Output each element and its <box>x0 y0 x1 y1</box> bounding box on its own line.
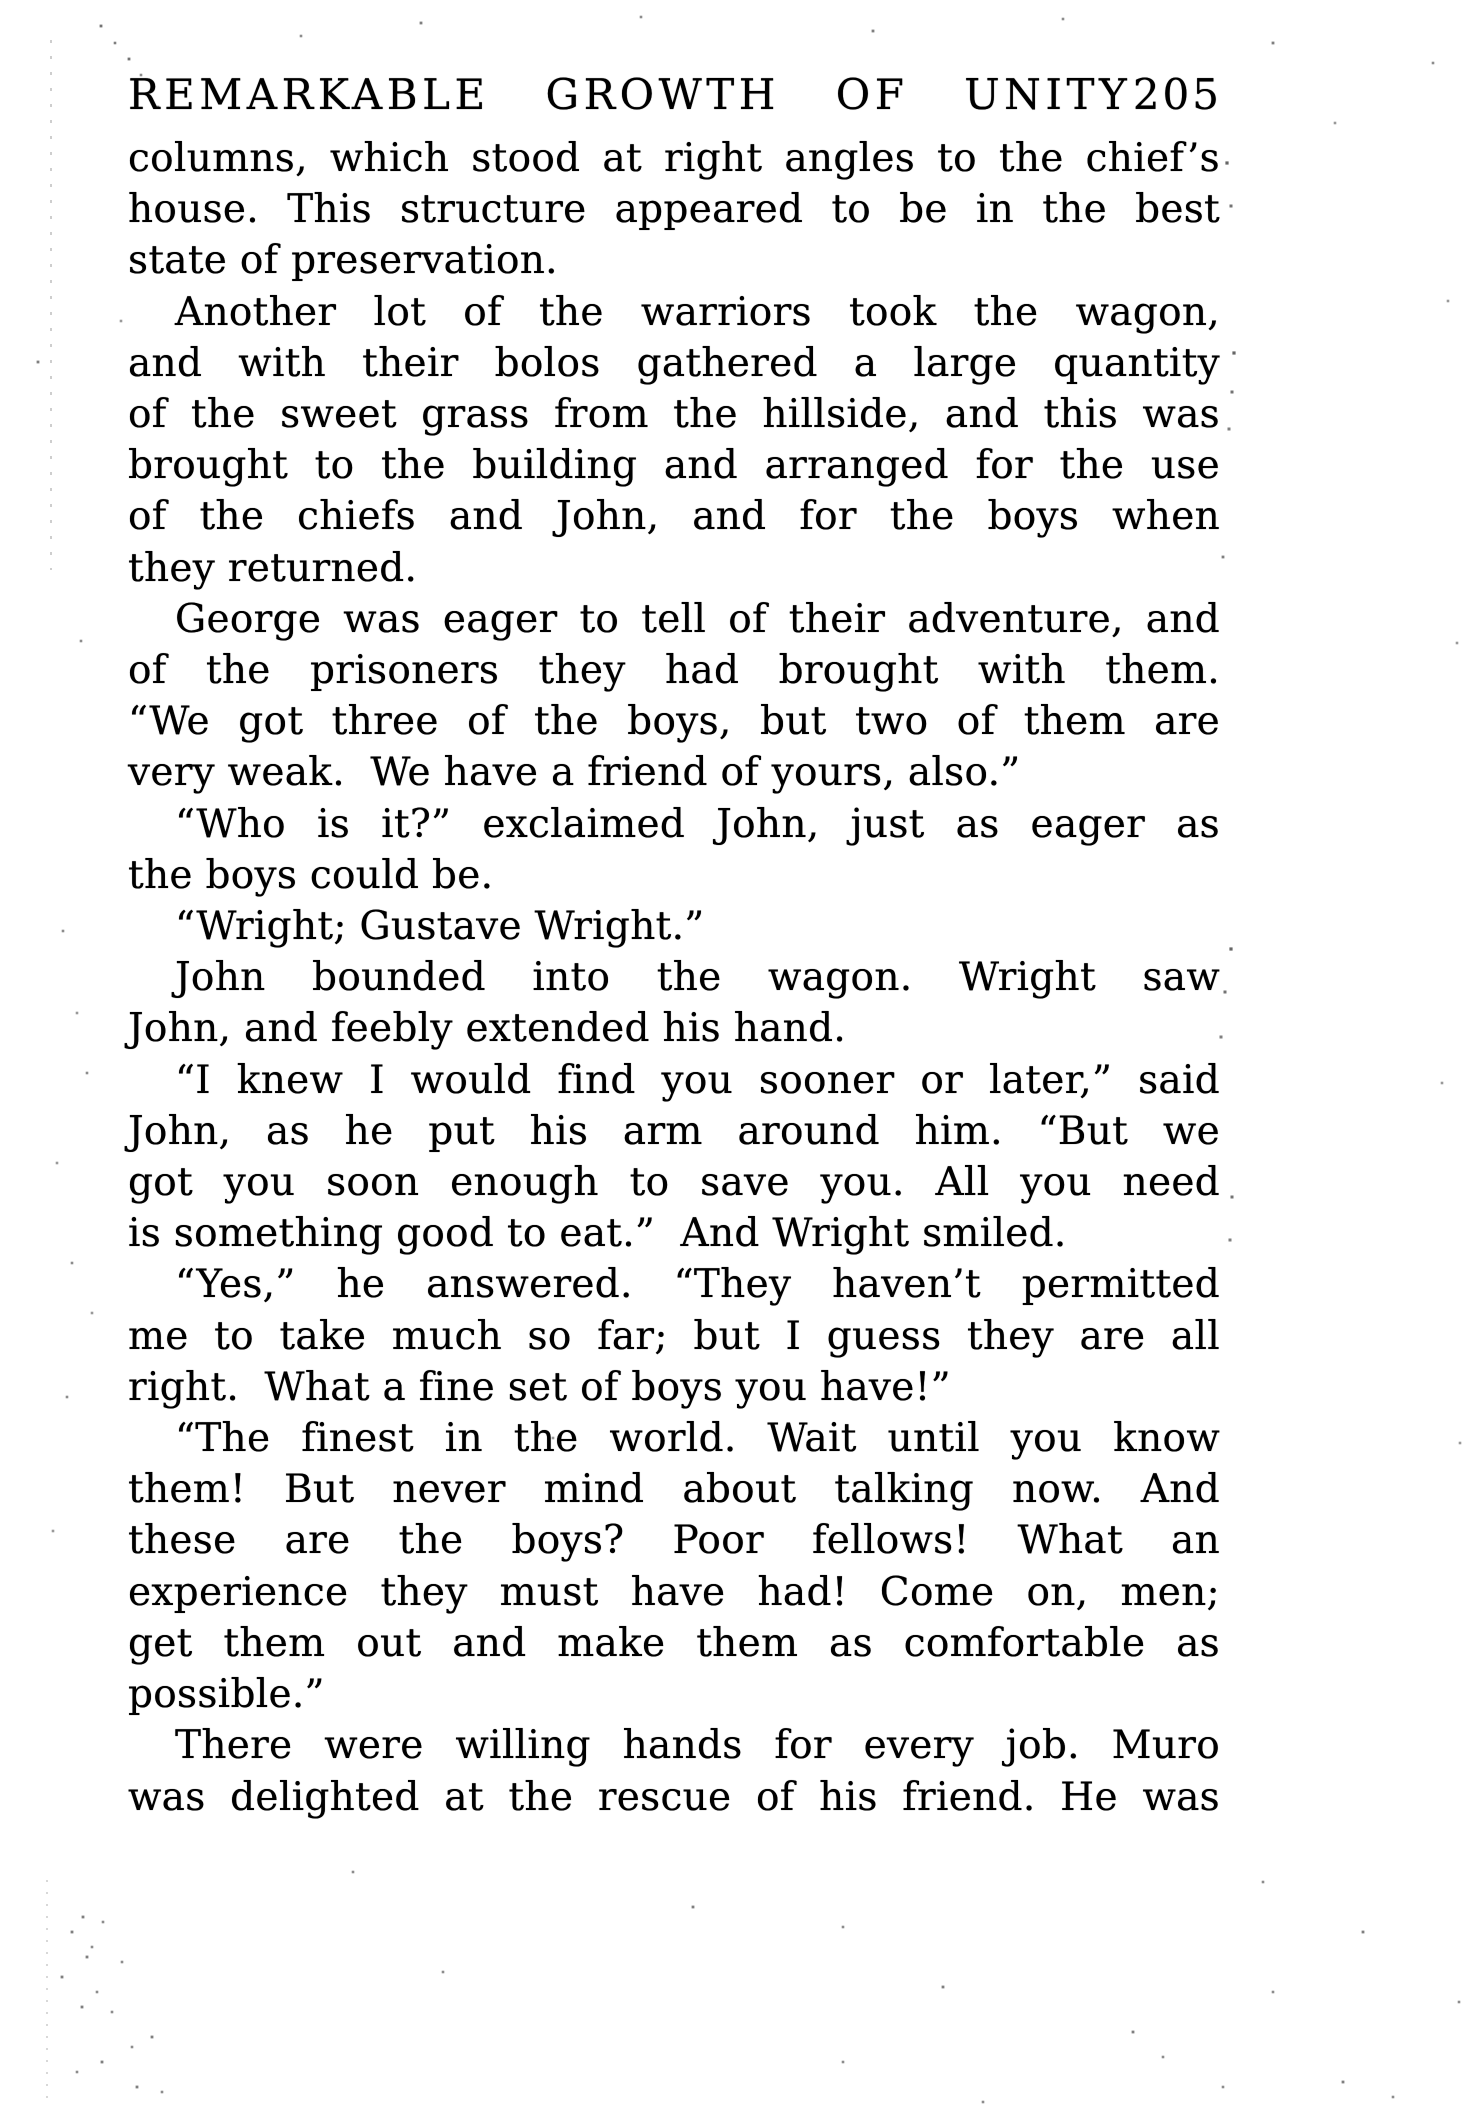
text-line: John, and feebly extended his hand. <box>128 1006 847 1052</box>
text-line: “Yes,” he answered. “They haven’t permitted <box>175 1262 1220 1308</box>
text-line: “Who is it?” exclaimed John, just as eager as <box>175 801 1220 847</box>
text-line: of the prisoners they had brought with them. <box>128 648 1220 694</box>
text-line: “We got three of the boys, but two of them are <box>128 699 1220 745</box>
text-line: is something good to eat.” And Wright smiled. <box>128 1211 1067 1257</box>
text-line: possible.” <box>128 1672 325 1718</box>
text-line: house. This structure appeared to be in the best <box>128 187 1220 233</box>
text-line: of the sweet grass from the hillside, and this was <box>128 392 1220 438</box>
text-line: me to take much so far; but I guess they are all <box>128 1313 1220 1359</box>
scan-gutter-artifact <box>50 40 52 570</box>
scan-noise-specks <box>0 0 2 2</box>
text-line: and with their bolos gathered a large quantity <box>128 340 1220 386</box>
text-line: state of preservation. <box>128 238 558 284</box>
text-line: got you soon enough to save you. All you need <box>128 1160 1220 1206</box>
page-body <box>128 133 1220 1823</box>
text-line: they returned. <box>128 545 418 591</box>
text-line: “The finest in the world. Wait until you know <box>175 1416 1220 1462</box>
text-line: very weak. We have a friend of yours, also.” <box>128 750 1021 796</box>
text-line: columns, which stood at right angles to the chief’s <box>128 136 1220 181</box>
text-line: these are the boys? Poor fellows! What an <box>128 1518 1220 1564</box>
text-line: Another lot of the warriors took the wagon, <box>175 289 1220 335</box>
text-line: them! But never mind about talking now. And <box>128 1467 1220 1513</box>
text-line: There were willing hands for every job. Muro <box>175 1723 1220 1769</box>
text-line: of the chiefs and John, and for the boys when <box>128 494 1220 540</box>
text-line: experience they must have had! Come on, men; <box>128 1569 1220 1615</box>
text-line: John, as he put his arm around him. “But we <box>128 1108 1220 1154</box>
text-line: “Wright; Gustave Wright.” <box>175 904 705 950</box>
text-line: George was eager to tell of their adventure, and <box>175 596 1220 642</box>
page-header <box>128 70 1222 120</box>
page-number: 205 <box>1132 70 1222 119</box>
text-line: brought to the building and arranged for the use <box>128 443 1220 489</box>
text-line: right. What a fine set of boys you have!” <box>128 1364 951 1410</box>
text-line: get them out and make them as comfortable as <box>128 1620 1220 1666</box>
text-line: was delighted at the rescue of his friend. He was <box>128 1774 1220 1820</box>
text-line: the boys could be. <box>128 852 494 898</box>
scan-gutter-artifact-bottom <box>46 1880 48 2100</box>
running-head-title: REMARKABLE GROWTH OF UNITY <box>128 70 1132 119</box>
text-line: “I knew I would find you sooner or later,” said <box>175 1057 1220 1103</box>
text-line: John bounded into the wagon. Wright saw <box>175 955 1220 1001</box>
